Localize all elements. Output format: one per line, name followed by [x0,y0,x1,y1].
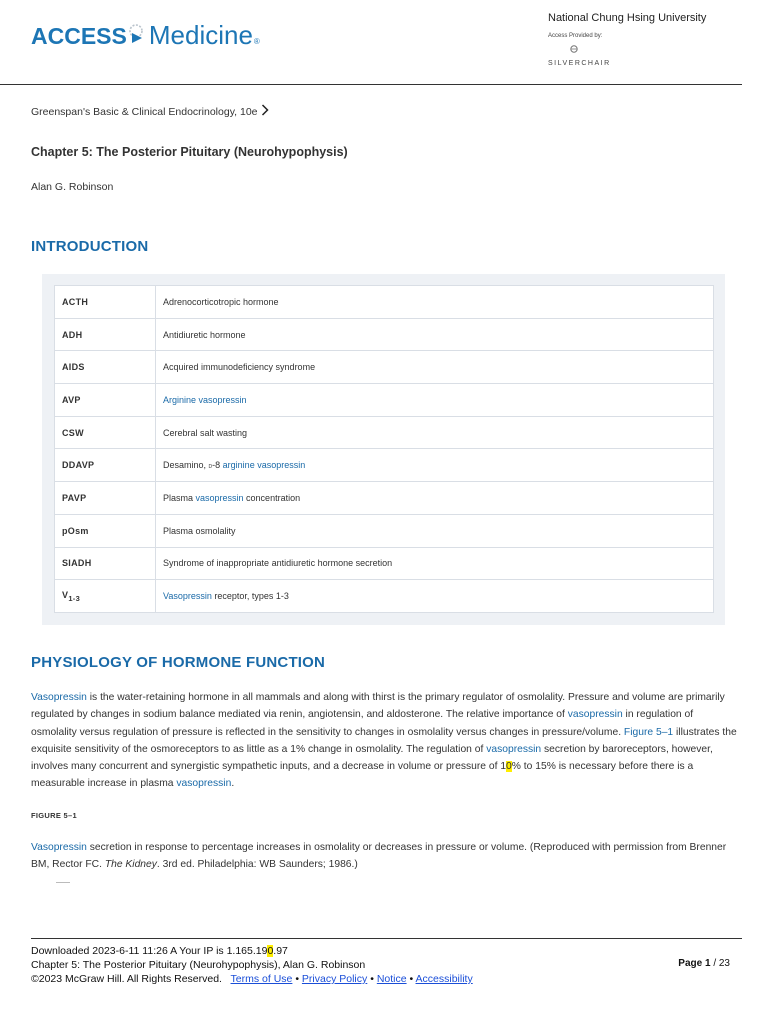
definition-text: Syndrome of inappropriate antidiuretic hormone secretion [163,558,393,569]
abbreviation-term-text: SIADH [62,558,92,569]
abbreviation-definition [156,514,714,547]
page-total: / 23 [713,958,730,969]
vasopressin-link[interactable]: vasopressin [486,743,542,755]
abbreviation-term-text: AVP [62,394,81,405]
paragraph-text: . [231,778,235,790]
physiology-heading: PHYSIOLOGY OF HORMONE FUNCTION [31,654,326,671]
definition-text: receptor, types 1-3 [211,591,289,602]
abbreviation-term-text: PAVP [62,492,87,503]
figure-5-1-link[interactable]: Figure 5–1 [623,726,674,738]
introduction-heading: INTRODUCTION [31,238,149,255]
privacy-policy-link[interactable]: Privacy Policy [301,973,368,985]
footer-divider [31,938,742,939]
terms-of-use-link[interactable]: Terms of Use [230,973,293,985]
paragraph-text: illustrates the exquisite sensitivity of the osmoreceptors to as little as a 1% change in osmolality. The regulation of [31,726,737,755]
definition-link[interactable]: Vasopressin [163,591,212,602]
abbreviation-definition [156,318,714,351]
abbreviation-term [55,482,156,515]
citation-line: Chapter 5: The Posterior Pituitary (Neurohypophysis), Alan G. Robinson [31,959,366,971]
abbreviation-term [55,286,156,319]
abbreviation-term-text: DDAVP [62,460,95,471]
definition-text: Plasma osmolality [163,525,236,536]
paragraph-text: % to 15% is necessary before there is a measurable increase in plasma [31,761,694,790]
book-title-link[interactable]: Greenspan's Basic & Clinical Endocrinology, 10e [31,105,258,118]
abbreviation-term-text: pOsm [62,525,89,536]
definition-text: Desamino, [163,460,209,471]
definition-text: -8 [212,460,223,471]
abbreviation-term [55,416,156,449]
definition-text: Adrenocorticotropic hormone [163,296,279,307]
chapter-author: Alan G. Robinson [31,181,114,193]
abbreviation-term-text: CSW [62,427,84,438]
vasopressin-link[interactable]: Vasopressin [31,692,87,703]
abbreviations-table [54,285,714,613]
definition-text: concentration [243,492,301,503]
caption-text: . 3rd ed. Philadelphia: WB Saunders; 1986.) [156,859,358,871]
abbreviation-term-text: ACTH [62,296,89,307]
abbreviation-definition [156,580,714,613]
physiology-paragraph [31,689,737,793]
abbreviation-term [55,449,156,482]
notice-link[interactable]: Notice [376,973,407,985]
abbreviation-row [55,318,714,351]
paragraph-text: is the water-retaining hormone in all mammals and along with thirst is the primary regulator of osmolality. Pressure and volume are primarily regulated by changes in sodium balance mediated via renin, angiotensin, and aldosterone. The relative importance of [31,692,725,721]
abbreviation-term [55,318,156,351]
definition-link[interactable]: arginine vasopressin [222,460,306,471]
header-divider [0,84,742,85]
abbreviation-definition [156,384,714,417]
search-highlight: 0 [267,945,274,957]
download-text: .97 [273,945,288,957]
accessmedicine-logo[interactable] [31,14,260,50]
abbreviation-row [55,482,714,515]
abbreviation-row [55,384,714,417]
abbreviation-term [55,384,156,417]
page-footer [31,944,742,986]
definition-text: Cerebral salt wasting [163,427,248,438]
vasopressin-link[interactable]: vasopressin [567,709,623,721]
bullet-separator: • [295,973,299,985]
definition-text: Plasma [163,492,196,503]
silverchair-logo-icon [568,40,738,58]
abbreviations-table-container [42,274,725,625]
logo-medicine-text: Medicine [148,20,253,50]
bullet-separator: • [409,973,414,985]
copyright-text: ©2023 McGraw Hill. All Rights Reserved. [31,973,222,985]
logo-access-text: ACCESS [31,23,127,49]
download-text: Downloaded 2023-6-11 11:26 A Your IP is 1.165.19 [31,945,268,957]
abbreviation-term-text: ADH [62,329,83,340]
abbreviation-term-text: V [62,589,69,600]
institution-name: National Chung Hsing University [548,12,707,24]
book-breadcrumb[interactable] [31,104,269,119]
abbreviation-row [55,547,714,580]
definition-link[interactable]: Arginine vasopressin [163,394,247,405]
download-info [31,944,742,958]
abbreviation-row [55,416,714,449]
abbreviation-definition [156,286,714,319]
caption-text: secretion in response to percentage increases in osmolality or decreases in pressure or volume. (Reproduced with permission from Brenner BM, Rector FC. [31,842,727,871]
page-current: Page 1 [678,958,711,969]
abbreviation-row [55,351,714,384]
definition-text: Antidiuretic hormone [163,329,246,340]
search-highlight: 0 [506,761,512,773]
abbreviation-definition [156,416,714,449]
abbreviation-row [55,514,714,547]
abbreviation-term-text: AIDS [62,362,85,373]
provider-name: SILVERCHAIR [548,60,611,67]
paragraph-text: secretion by baroreceptors, however, involves many concurrent and synergistic sympathetic inputs, and a decrease in volume or pressure of 1 [31,743,713,773]
abbreviation-term [55,351,156,384]
abbreviation-definition [156,482,714,515]
page-number [678,958,730,969]
abbreviation-term [55,547,156,580]
caption-italic-title: The Kidney [104,859,157,871]
figure-caption [31,839,737,874]
access-provided-label: Access Provided by: [548,33,603,39]
chevron-right-icon [261,104,269,119]
logo-gear-arrow-icon [128,20,146,50]
abbreviation-definition [156,449,714,482]
definition-link[interactable]: vasopressin [195,492,244,503]
vasopressin-link[interactable]: Vasopressin [31,842,87,853]
paragraph-text: in regulation of osmolality versus regulation of pressure is reflected in the sensitivity to changes in osmolality versus changes in pressure/volume. [31,709,694,738]
abbreviation-row [55,449,714,482]
chapter-title: Chapter 5: The Posterior Pituitary (Neurohypophysis) [31,145,348,159]
copyright-line [31,972,742,986]
definition-text: Acquired immunodeficiency syndrome [163,362,316,373]
definition-smallcaps: d [208,463,213,471]
abbreviation-term [55,514,156,547]
abbreviation-subscript: 1-3 [68,593,81,603]
accessibility-link[interactable]: Accessibility [415,973,473,985]
figure-image-placeholder [56,882,70,883]
figure-label: FIGURE 5–1 [31,811,77,820]
abbreviation-term [55,580,156,613]
vasopressin-link[interactable]: vasopressin [176,778,232,790]
abbreviation-definition [156,547,714,580]
bullet-separator: • [370,973,374,985]
abbreviation-definition [156,351,714,384]
abbreviation-row [55,580,714,613]
abbreviation-row [55,286,714,319]
logo-registered-mark: ® [253,37,260,46]
institution-block [548,12,738,67]
